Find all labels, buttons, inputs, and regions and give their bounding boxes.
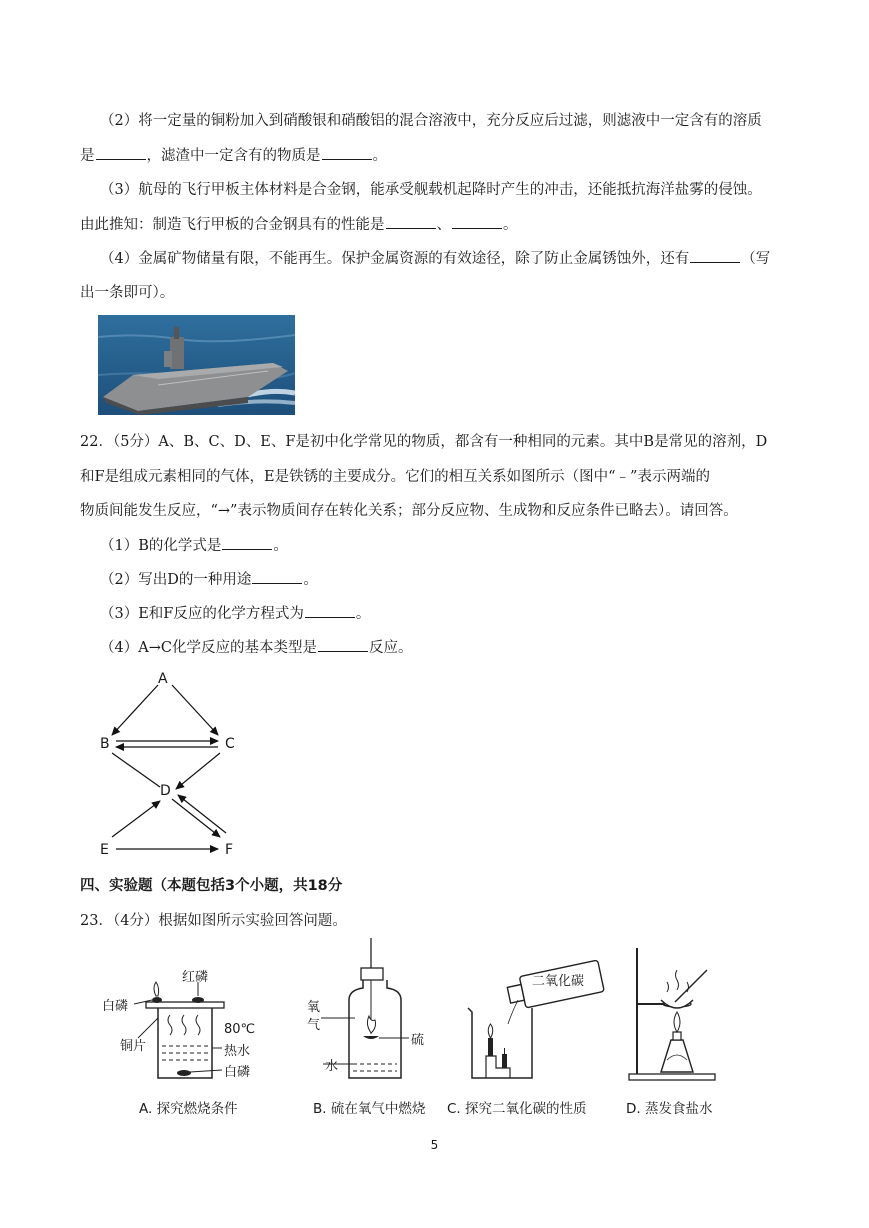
arrow-a-to-b [112, 685, 158, 735]
answer-blank[interactable] [386, 214, 436, 229]
caption-figure-c: C. 探究二氧化碳的性质 [447, 1101, 587, 1117]
q22-sub3: （3）E和F反应的化学方程式为 。 [100, 603, 370, 624]
q22-sub2: （2）写出D的一种用途 。 [100, 569, 318, 590]
answer-blank[interactable] [318, 637, 368, 652]
label-red-phosphorus: 红磷 [182, 970, 209, 985]
q21-part2-line1: （2）将一定量的铜粉加入到硝酸银和硝酸铝的混合溶液中，充分反应后过滤，则滤液中一定含有的溶质 [100, 113, 762, 129]
caption-figure-a: A. 探究燃烧条件 [139, 1101, 238, 1117]
caption-figure-d: D. 蒸发食盐水 [626, 1101, 713, 1117]
q23-intro: 23．（4分）根据如图所示实验回答问题。 [80, 913, 347, 929]
node-e: E [100, 842, 109, 858]
page-number: 5 [430, 1138, 439, 1152]
caption-figure-b: B. 硫在氧气中燃烧 [313, 1101, 426, 1117]
q21-part4-line1: （4）金属矿物储量有限，不能再生。保护金属资源的有效途径，除了防止金属锈蚀外，还有 （写 [100, 248, 770, 269]
section-heading: 四、实验题（本题包括3个小题，共18分 [80, 878, 343, 894]
label-copper-sheet: 铜片 [120, 1039, 147, 1054]
answer-blank[interactable] [322, 145, 372, 160]
label-sulfur: 硫 [411, 1033, 425, 1048]
arrow-f-to-d [178, 795, 226, 833]
answer-blank[interactable] [252, 569, 302, 584]
figure-d-evaporation [625, 940, 725, 1085]
arrow-e-to-d [112, 801, 160, 837]
node-d: D [160, 783, 171, 799]
arrow-c-to-d [176, 753, 220, 789]
node-b: B [100, 736, 110, 752]
label-oxygen-2: 气 [307, 1018, 321, 1033]
relationship-diagram [90, 665, 260, 865]
answer-blank[interactable] [305, 603, 355, 618]
label-temperature: 80℃ [224, 1022, 256, 1037]
arrow-a-to-c [172, 685, 218, 735]
figure-c-co2 [462, 960, 612, 1085]
figure-b-sulfur [305, 938, 445, 1085]
answer-blank[interactable] [96, 145, 146, 160]
link-b-d [112, 753, 160, 787]
answer-blank[interactable] [452, 214, 502, 229]
q21-part4-line2: 出一条即可）。 [80, 285, 175, 301]
label-hot-water: 热水 [224, 1044, 251, 1059]
arrow-d-to-f [172, 799, 220, 837]
label-co2: 二氧化碳 [532, 974, 585, 989]
aircraft-carrier-photo [98, 315, 295, 415]
node-f: F [225, 842, 234, 858]
q21-part2-line2: 是 ，滤渣中一定含有的物质是 。 [80, 145, 387, 166]
q22-intro-line1: 22．（5分）A、B、C、D、E、F是初中化学常见的物质，都含有一种相同的元素。其中B是常见的溶剂，D [80, 434, 768, 450]
q21-part3-line2: 由此推知：制造飞行甲板的合金钢具有的性能是 、 。 [80, 214, 518, 235]
label-white-phosphorus-water: 白磷 [224, 1065, 251, 1080]
figure-a-combustion [100, 960, 270, 1085]
node-a: A [158, 671, 168, 687]
q22-intro-line3: 物质间能发生反应，“→”表示物质间存在转化关系；部分反应物、生成物和反应条件已略去）。请回答。 [80, 503, 738, 519]
answer-blank[interactable] [690, 248, 740, 263]
q22-sub4: （4）A→C化学反应的基本类型是 反应。 [100, 637, 412, 658]
label-water: 水 [325, 1059, 339, 1074]
node-c: C [225, 736, 235, 752]
label-white-phosphorus: 白磷 [102, 999, 129, 1014]
q21-part3-line1: （3）航母的飞行甲板主体材料是合金钢，能承受舰载机起降时产生的冲击，还能抵抗海洋盐雾的侵蚀。 [100, 182, 762, 198]
q22-intro-line2: 和F是组成元素相同的气体，E是铁锈的主要成分。它们的相互关系如图所示（图中“﹣”表示两端的 [80, 469, 710, 485]
label-oxygen-1: 氧 [307, 1000, 321, 1015]
answer-blank[interactable] [222, 535, 272, 550]
q22-sub1: （1）B的化学式是 。 [100, 535, 288, 556]
